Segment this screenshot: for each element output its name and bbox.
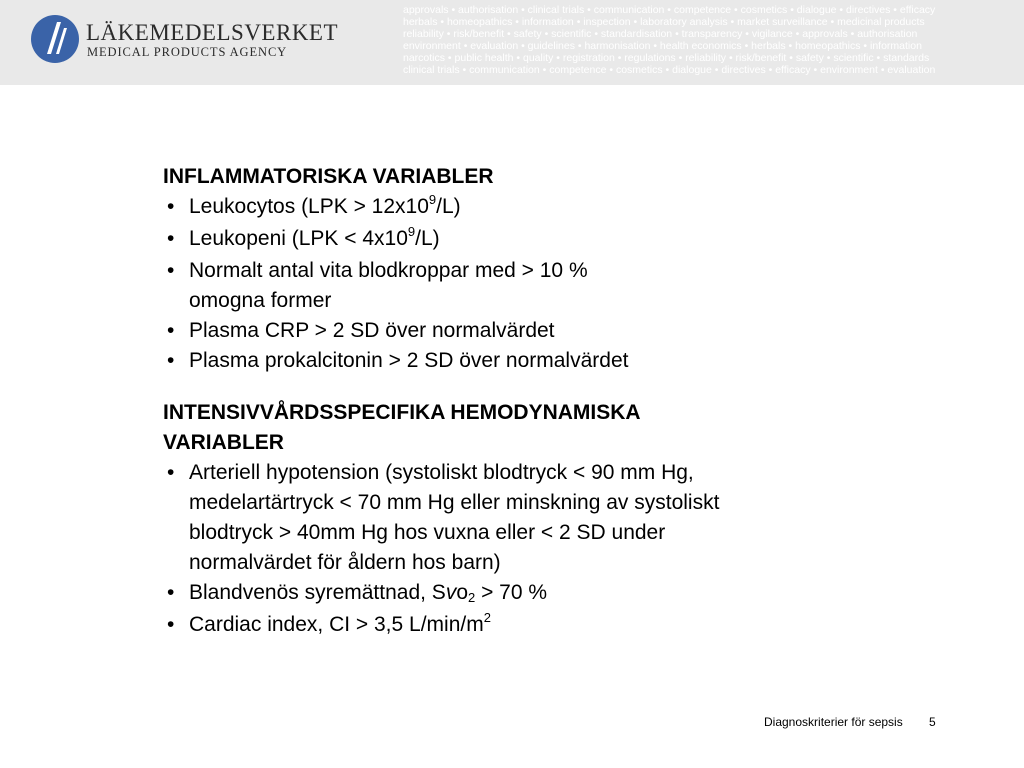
page-number: 5 [929,715,936,729]
watermark-line: reliability • risk/benefit • safety • scientific • standardisation • transparency • vigilance • approvals • authorisation [403,28,918,40]
superscript: 2 [483,610,491,625]
item-text: Blandvenös syremättnad, S [189,581,446,604]
agency-emblem-icon [30,14,80,64]
heading-line: VARIABLER [163,431,284,454]
item-text: o [456,581,468,604]
slide-content [163,162,883,642]
list-item-svo2 [163,578,883,610]
section-heading-inflammatory: INFLAMMATORISKA VARIABLER [163,165,494,188]
hemodynamic-list [163,458,883,642]
section-spacer [163,376,883,398]
italic-text: v [445,581,457,604]
item-text: Normalt antal vita blodkroppar med > 10 % [189,259,588,282]
superscript: 9 [428,192,437,207]
watermark-line: approvals • authorisation • clinical trials • communication • competence • cosmetics • dialogue • directives • efficacy [403,4,936,16]
list-item-leukopeni [163,224,883,256]
heading-line: INTENSIVVÅRDSSPECIFIKA HEMODYNAMISKA [163,401,641,424]
header-band [0,0,1024,85]
list-item-arteriell-hypotension [163,458,883,578]
watermark-line: clinical trials • communication • competence • cosmetics • dialogue • directives • efficacy • environment • evaluation [403,64,936,76]
watermark-line: herbals • homeopathics • information • inspection • laboratory analysis • market surveillance • medicinal products [403,16,925,28]
list-item-crp: • Plasma CRP > 2 SD över normalvärdet [163,316,883,346]
item-text: omogna former [189,289,332,312]
item-text: > 70 % [475,581,548,604]
list-item-leukocytos [163,192,883,224]
item-text: normalvärdet för åldern hos barn) [189,551,501,574]
item-text: Leukopeni (LPK < 4x10 [189,227,408,250]
item-text: /L) [436,195,461,218]
watermark-line: narcotics • public health • quality • registration • regulations • reliability • risk/benefit • safety • scientific • standards [403,52,930,64]
list-item-prokalcitonin: • Plasma prokalcitonin > 2 SD över normalvärdet [163,346,883,376]
superscript: 9 [407,224,416,239]
inflammatory-list [163,192,883,376]
list-item-cardiac-index [163,610,883,642]
logo-name: LÄKEMEDELSVERKET [86,20,339,45]
list-item-normalt-antal [163,256,883,316]
item-text: medelartärtryck < 70 mm Hg eller minskning av systoliskt [189,491,720,514]
subscript: 2 [468,590,476,605]
section-heading-hemodynamic [163,398,883,458]
item-text: blodtryck > 40mm Hg hos vuxna eller < 2 SD under [189,521,666,544]
header-watermark [403,4,1024,82]
item-text: Cardiac index, CI > 3,5 L/min/m [189,613,484,636]
footer-title: Diagnoskriterier för sepsis [764,715,903,729]
item-text: Leukocytos (LPK > 12x10 [189,195,429,218]
item-text: /L) [415,227,440,250]
watermark-line: environment • evaluation • guidelines • harmonisation • health economics • herbals • homeopathics • information [403,40,922,52]
item-text: Arteriell hypotension (systoliskt blodtryck < 90 mm Hg, [189,461,694,484]
logo-subtitle: MEDICAL PRODUCTS AGENCY [87,45,288,59]
